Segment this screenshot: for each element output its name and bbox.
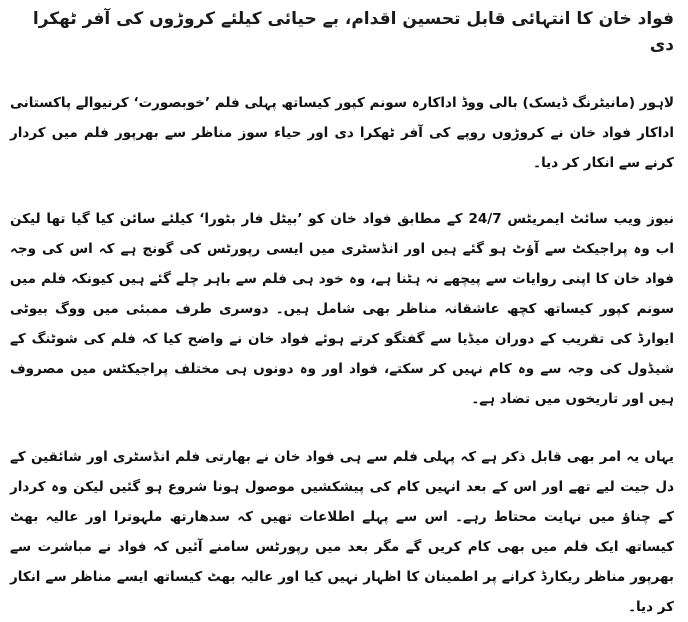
article-headline: فواد خان کا انتہائی قابل تحسین اقدام، بے حیائی کیلئے کروڑوں کی آفر ٹھکرا دی [32, 9, 674, 55]
article [10, 0, 674, 622]
article-paragraph-background: یہاں یہ امر بھی قابل ذکر ہے کہ پہلی فلم سے ہی فواد خان نے بھارتی فلم انڈسٹری اور شائقین کے دل جیت لیے تھے اور اس کے بعد انہیں کام کی پیشکشیں موصول ہونا شروع ہو گئیں لیکن وہ کردار کے چناؤ میں نہایت محتاط رہے۔ اس سے پہلے اطلاعات تھیں کہ سدھارتھ ملہوترا اور عالیہ بھٹ کیساتھ ایک فلم میں بھی کام کریں گے مگر بعد میں رپورٹس سامنے آئیں کہ فواد نے مباشرت سے بھرپور مناظر ریکارڈ کرانے پر اطمینان کا اظہار نہیں کیا اور عالیہ بھٹ کیساتھ ایسے مناظر سے انکار کر دیا۔ [10, 449, 674, 615]
article-paragraph-details: نیوز ویب سائٹ ایمریٹس 24/7 کے مطابق فواد خان کو ’بیٹل فار بٹورا‘ کیلئے سائن کیا گیا تھا لیکن اب وہ پراجیکٹ سے آؤٹ ہو گئے ہیں اور انڈسٹری میں ایسی رپورٹس کی گونج ہے کہ اس کی وجہ فواد خان کا اپنی روایات سے پیچھے نہ ہٹنا ہے، وہ خود ہی فلم سے باہر چلے گئے ہیں کیونکہ فلم میں سونم کپور کیساتھ کچھ عاشقانہ مناظر بھی شامل ہیں۔ دوسری طرف ممبئی میں ووگ بیوٹی ایوارڈ کی تقریب کے دوران میڈیا سے گفتگو کرتے ہوئے فواد خان نے واضح کیا کہ فلم کی شوٹنگ کے شیڈول کی وجہ سے وہ کام نہیں کر سکتے، فواد اور وہ دونوں ہی مختلف پراجیکٹس میں مصروف ہیں اور تاریخوں میں تضاد ہے۔ [10, 211, 674, 407]
article-paragraph-intro: لاہور (مانیٹرنگ ڈیسک) بالی ووڈ اداکارہ سونم کپور کیساتھ پہلی فلم ’خوبصورت‘ کرنیوالے پاکستانی اداکار فواد خان نے کروڑوں روپے کی آفر ٹھکرا دی اور حیاء سوز مناظر سے بھرپور فلم میں کردار کرنے سے انکار کر دیا۔ [10, 95, 674, 171]
